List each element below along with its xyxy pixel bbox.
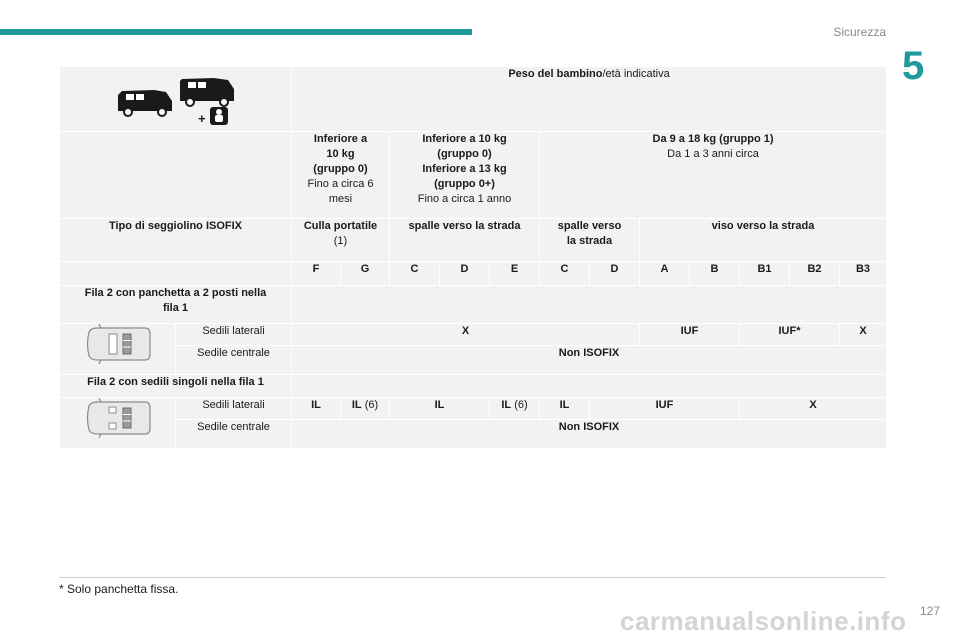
weight-group-line: Inferiore a <box>313 133 368 145</box>
config1-side-label: Sedili laterali <box>176 324 292 346</box>
size-class: C <box>540 262 590 286</box>
weight-group-line: 10 kg <box>326 148 355 160</box>
weight-header <box>292 67 887 132</box>
size-class: G <box>341 262 390 286</box>
config2-side-iuf: IUF <box>590 398 740 420</box>
size-class: D <box>590 262 640 286</box>
config1-side-rear: X <box>292 324 640 346</box>
weight-group-1 <box>540 132 887 219</box>
weight-group-age: Fino a circa 1 anno <box>417 193 512 205</box>
seat-type-label: Tipo di seggiolino ISOFIX <box>60 219 292 262</box>
config2-side-e: IL <box>540 398 590 420</box>
carrycot-note: (1) <box>333 235 348 247</box>
carrycot-label: Culla portatile <box>303 220 378 232</box>
config2-center-value: Non ISOFIX <box>292 420 887 449</box>
empty-cell <box>292 286 887 324</box>
size-class: B <box>690 262 740 286</box>
single-seats-layout-icon <box>83 398 153 438</box>
config2-side-d-note: (6) <box>511 399 528 411</box>
watermark: carmanualsonline.info <box>620 606 907 636</box>
size-class: F <box>292 262 341 286</box>
config2-seat-diagram <box>60 398 176 449</box>
rear-facing-line: la strada <box>566 235 613 247</box>
config2-side-g-value: IL <box>351 399 362 411</box>
size-class: B2 <box>790 262 840 286</box>
weight-group-0plus <box>390 132 540 219</box>
vehicle-icon-cell <box>60 67 292 132</box>
weight-group-line: (gruppo 0+) <box>434 178 495 190</box>
weight-header-rest: /età indicativa <box>602 68 670 80</box>
header-accent-bar <box>0 29 472 35</box>
config2-side-g-note: (6) <box>361 399 379 411</box>
config2-side-last: X <box>740 398 887 420</box>
svg-text:+: + <box>197 111 206 126</box>
empty-cell <box>60 262 292 286</box>
size-class: E <box>490 262 540 286</box>
config1-side-iuf-star: IUF* <box>740 324 840 346</box>
page-number: 127 <box>919 604 940 618</box>
config1-seat-diagram <box>60 324 176 375</box>
weight-group-cot <box>292 132 390 219</box>
size-class: B3 <box>840 262 887 286</box>
van-child-seat-icon <box>116 75 236 127</box>
section-name: Sicurezza <box>833 25 886 39</box>
config1-side-last: X <box>840 324 887 346</box>
config1-label <box>60 286 292 324</box>
weight-group-age: Fino a circa 6 <box>307 178 374 190</box>
config1-center-value: Non ISOFIX <box>292 346 887 375</box>
config2-side-d <box>490 398 540 420</box>
config2-side-c: IL <box>390 398 490 420</box>
weight-group-age: mesi <box>328 193 353 205</box>
seat-type-forward-facing: viso verso la strada <box>640 219 887 262</box>
footnote: * Solo panchetta fissa. <box>59 582 179 596</box>
size-class: C <box>390 262 440 286</box>
weight-group-line: (gruppo 0) <box>313 163 368 175</box>
config2-side-d-value: IL <box>501 399 512 411</box>
config2-side-g <box>341 398 390 420</box>
chapter-number: 5 <box>902 44 925 88</box>
seat-type-carrycot <box>292 219 390 262</box>
empty-cell <box>292 375 887 398</box>
weight-group-line: Inferiore a 10 kg <box>422 133 507 145</box>
size-class: A <box>640 262 690 286</box>
empty-cell <box>60 132 292 219</box>
config1-center-label: Sedile centrale <box>176 346 292 375</box>
weight-header-bold: Peso del bambino <box>508 68 603 80</box>
seat-type-rear-facing-2 <box>540 219 640 262</box>
config1-side-iuf: IUF <box>640 324 740 346</box>
seat-type-rear-facing-1: spalle verso la strada <box>390 219 540 262</box>
config1-label-line: Fila 2 con panchetta a 2 posti nella <box>84 287 267 299</box>
config1-label-line: fila 1 <box>162 302 189 314</box>
config2-center-label: Sedile centrale <box>176 420 292 449</box>
rear-facing-line: spalle verso <box>557 220 622 232</box>
bench-seat-layout-icon <box>83 324 153 364</box>
config2-label: Fila 2 con sedili singoli nella fila 1 <box>60 375 292 398</box>
config2-side-label: Sedili laterali <box>176 398 292 420</box>
weight-group-line: (gruppo 0) <box>437 148 492 160</box>
isofix-table <box>59 66 887 449</box>
config2-side-f: IL <box>292 398 341 420</box>
size-class: B1 <box>740 262 790 286</box>
size-class: D <box>440 262 490 286</box>
weight-group-age: Da 1 a 3 anni circa <box>667 148 759 160</box>
footer-divider <box>59 577 886 578</box>
weight-group-line: Inferiore a 13 kg <box>422 163 507 175</box>
weight-group-line: Da 9 a 18 kg (gruppo 1) <box>652 133 774 145</box>
